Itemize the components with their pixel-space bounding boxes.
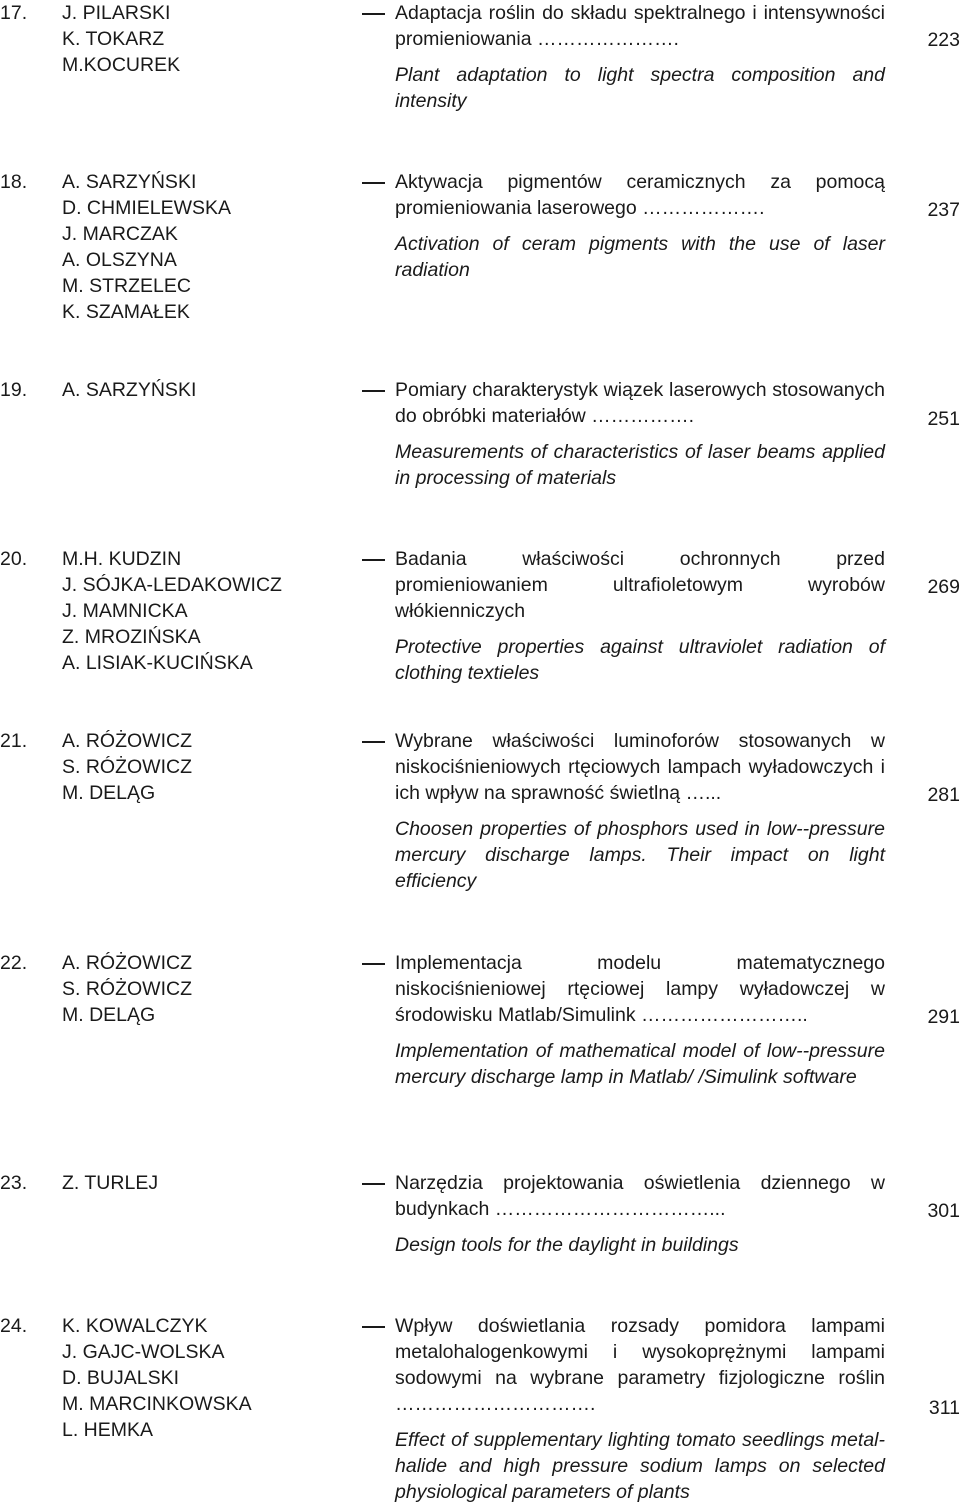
title-english: Activation of ceram pigments with the use of laser radiation bbox=[395, 233, 885, 281]
title-english: Measurements of characteristics of laser beams applied in processing of materials bbox=[395, 441, 885, 489]
page-number: 269 bbox=[927, 576, 960, 598]
title-polish: Narzędzia projektowania oświetlenia dziennego w budynkach ……………………………... bbox=[395, 1172, 885, 1220]
entry-number: 22. bbox=[0, 952, 28, 974]
author-name: A. OLSZYNA bbox=[62, 249, 177, 271]
author-name: A. RÓŻOWICZ bbox=[62, 952, 192, 974]
page-number: 223 bbox=[927, 29, 960, 51]
page-number: 281 bbox=[927, 784, 960, 806]
author-name: A. SARZYŃSKI bbox=[62, 379, 197, 401]
entry-number: 18. bbox=[0, 171, 28, 193]
author-list bbox=[62, 950, 342, 1028]
author-name: Z. MROZIŃSKA bbox=[62, 626, 201, 648]
author-name: K. TOKARZ bbox=[62, 28, 165, 50]
entry-titles bbox=[395, 1313, 885, 1505]
title-polish: Badania właściwości ochronnych przed promieniowaniem ultrafioletowym wyrobów włókienniczych bbox=[395, 548, 885, 622]
em-dash-separator bbox=[362, 963, 385, 965]
author-name: M.KOCUREK bbox=[62, 54, 181, 76]
author-name: D. BUJALSKI bbox=[62, 1367, 180, 1389]
author-list bbox=[62, 546, 342, 676]
author-name: A. SARZYŃSKI bbox=[62, 171, 197, 193]
author-name: K. KOWALCZYK bbox=[62, 1315, 208, 1337]
page-number: 311 bbox=[928, 1397, 960, 1419]
author-list bbox=[62, 169, 342, 325]
title-polish: Wpływ doświetlania rozsady pomidora lampami metalohalogenkowymi i wysokoprężnymi lampami sodowymi na wybrane parametry fizjologiczne roślin …………………………. bbox=[395, 1315, 885, 1415]
author-name: J. GAJC-WOLSKA bbox=[62, 1341, 225, 1363]
em-dash-separator bbox=[362, 741, 385, 743]
entry-titles bbox=[395, 1170, 885, 1258]
author-name: S. RÓŻOWICZ bbox=[62, 978, 192, 1000]
entry-number: 21. bbox=[0, 730, 28, 752]
entry-titles bbox=[395, 0, 885, 114]
author-name: M. MARCINKOWSKA bbox=[62, 1393, 252, 1415]
entry-number: 17. bbox=[0, 2, 28, 24]
page-number: 301 bbox=[927, 1200, 960, 1222]
em-dash-separator bbox=[362, 182, 385, 184]
author-name: Z. TURLEJ bbox=[62, 1172, 159, 1194]
entry-titles bbox=[395, 950, 885, 1090]
title-english: Design tools for the daylight in buildings bbox=[395, 1234, 739, 1256]
entry-titles bbox=[395, 169, 885, 283]
entry-number: 19. bbox=[0, 379, 28, 401]
author-name: D. CHMIELEWSKA bbox=[62, 197, 232, 219]
author-name: M. STRZELEC bbox=[62, 275, 191, 297]
author-name: J. PILARSKI bbox=[62, 2, 171, 24]
author-name: S. RÓŻOWICZ bbox=[62, 756, 192, 778]
entry-titles bbox=[395, 377, 885, 491]
title-polish: Adaptacja roślin do składu spektralnego i intensywności promieniowania …………………. bbox=[395, 2, 885, 50]
em-dash-separator bbox=[362, 390, 385, 392]
author-name: A. LISIAK-KUCIŃSKA bbox=[62, 652, 253, 674]
entry-number: 20. bbox=[0, 548, 28, 570]
entry-titles bbox=[395, 546, 885, 686]
title-english: Plant adaptation to light spectra composition and intensity bbox=[395, 64, 885, 112]
author-name: M. DELĄG bbox=[62, 1004, 156, 1026]
page-number: 251 bbox=[927, 408, 960, 430]
page-number: 291 bbox=[927, 1006, 960, 1028]
entry-titles bbox=[395, 728, 885, 894]
title-english: Protective properties against ultraviolet radiation of clothing textieles bbox=[395, 636, 885, 684]
em-dash-separator bbox=[362, 1326, 385, 1328]
author-list bbox=[62, 377, 342, 403]
author-list bbox=[62, 1170, 342, 1196]
entry-number: 24. bbox=[0, 1315, 28, 1337]
title-polish: Aktywacja pigmentów ceramicznych za pomocą promieniowania laserowego ………………. bbox=[395, 171, 885, 219]
em-dash-separator bbox=[362, 13, 385, 15]
author-list bbox=[62, 0, 342, 78]
entry-number: 23. bbox=[0, 1172, 28, 1194]
author-list bbox=[62, 728, 342, 806]
title-polish: Pomiary charakterystyk wiązek laserowych stosowanych do obróbki materiałów ……………. bbox=[395, 379, 885, 427]
title-english: Choosen properties of phosphors used in low--pressure mercury discharge lamps. Their impact on light efficiency bbox=[395, 818, 885, 892]
author-name: J. MAMNICKA bbox=[62, 600, 188, 622]
author-name: J. SÓJKA-LEDAKOWICZ bbox=[62, 574, 282, 596]
page-number: 237 bbox=[927, 199, 960, 221]
author-name: J. MARCZAK bbox=[62, 223, 178, 245]
title-polish: Wybrane właściwości luminoforów stosowanych w niskociśnieniowych rtęciowych lampach wyładowczych i ich wpływ na sprawność świetlną …... bbox=[395, 730, 885, 804]
title-polish: Implementacja modelu matematycznego niskociśnieniowej rtęciowej lampy wyładowczej w środowisku Matlab/Simulink …………………….. bbox=[395, 952, 885, 1026]
em-dash-separator bbox=[362, 1183, 385, 1185]
em-dash-separator bbox=[362, 559, 385, 561]
author-name: M.H. KUDZIN bbox=[62, 548, 182, 570]
author-name: M. DELĄG bbox=[62, 782, 156, 804]
title-english: Implementation of mathematical model of low--pressure mercury discharge lamp in Matlab/ /Simulink software bbox=[395, 1040, 885, 1088]
title-english: Effect of supplementary lighting tomato seedlings metal-halide and high pressure sodium lamps on selected physiological parameters of plants bbox=[395, 1429, 885, 1503]
author-name: L. HEMKA bbox=[62, 1419, 154, 1441]
author-name: A. RÓŻOWICZ bbox=[62, 730, 192, 752]
author-list bbox=[62, 1313, 342, 1443]
author-name: K. SZAMAŁEK bbox=[62, 301, 190, 323]
